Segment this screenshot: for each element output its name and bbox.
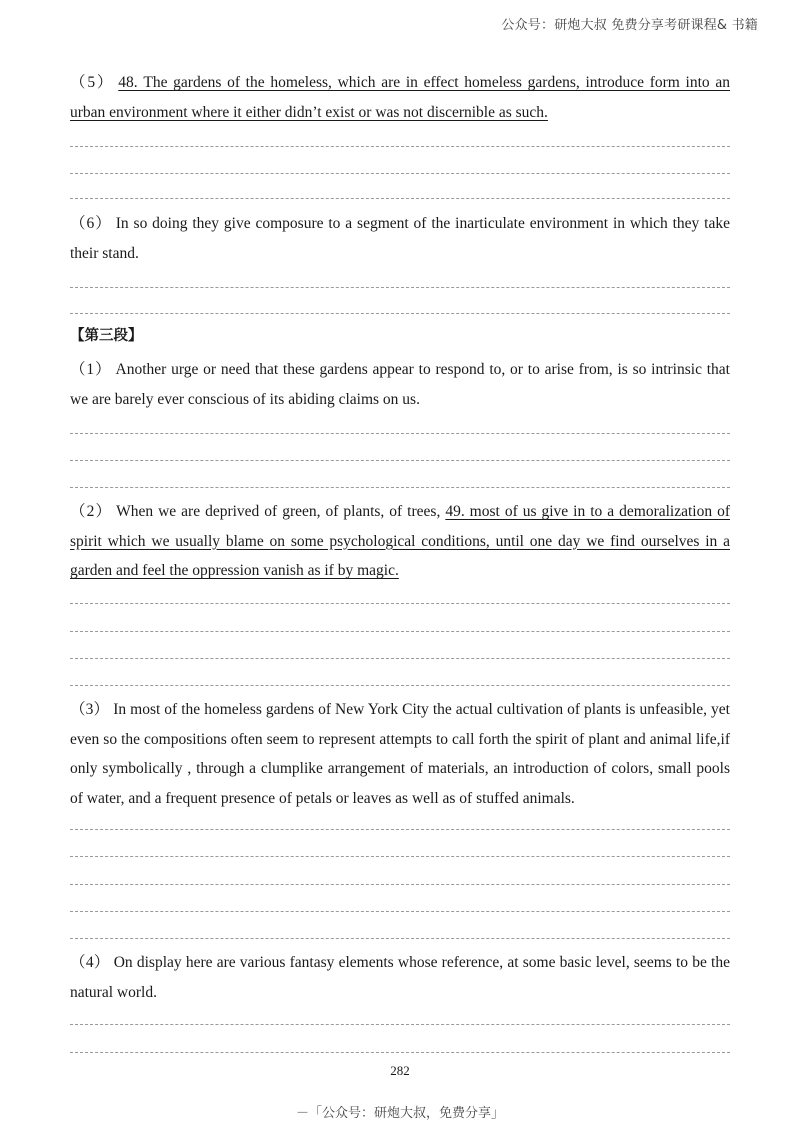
answer-line [70,146,730,147]
paragraph-text: Another urge or need that these gardens appear to respond to, or to arise from, is so intrinsic that we are barely ever conscious of its abiding claims on us. [70,361,730,408]
answer-line [70,1024,730,1025]
paragraph-number: （4） [70,954,110,971]
answer-line [70,433,730,434]
underlined-question-48: 48. The gardens of the homeless, which are in effect homeless gardens, introduce form into an urban environment where it either didn’t exist or was not discernible as such. [70,74,730,121]
answer-line [70,603,730,604]
paragraph-number: （6） [70,215,112,232]
paragraph-number: （1） [70,361,112,378]
answer-line [70,198,730,199]
answer-line [70,287,730,288]
answer-line [70,460,730,461]
paragraph-text: When we are deprived of green, of plants, of trees, [116,503,446,520]
answer-line [70,173,730,174]
answer-line [70,487,730,488]
answer-line [70,829,730,830]
paragraph-text: In so doing they give composure to a segment of the inarticulate environment in which they take their stand. [70,215,730,262]
underlined-question-49: 49. most of us give in to a demoralization of spirit which we usually blame on some psychological conditions, until one day we find ourselves in a garden and feel the oppression vanish as if by magic. [70,503,730,579]
answer-line [70,1052,730,1053]
paragraph-3 [70,695,730,813]
paragraph-number: （2） [70,503,113,520]
paragraph-6 [70,209,730,268]
answer-line [70,938,730,939]
answer-line [70,631,730,632]
paragraph-number: （5） [70,74,115,91]
header-watermark: 公众号：研炮大叔 免费分享考研课程& 书籍 [501,18,758,33]
paragraph-2 [70,497,730,586]
paragraph-4 [70,948,730,1007]
section-title: 【第三段】 [70,328,143,344]
answer-line [70,911,730,912]
answer-line [70,685,730,686]
answer-line [70,856,730,857]
footer-watermark: －「公众号：研炮大叔，免费分享」 [295,1106,504,1121]
paragraph-text: On display here are various fantasy elements whose reference, at some basic level, seems to be the natural world. [70,954,730,1001]
paragraph-text: In most of the homeless gardens of New York City the actual cultivation of plants is unfeasible, yet even so the compositions often seem to represent attempts to call forth the spirit of plant and animal life,if only symbolically , through a clumplike arrangement of materials, an introduction of colors, small pools of water, and a frequent presence of petals or leaves as well as of stuffed animals. [70,701,730,807]
answer-line [70,658,730,659]
answer-line [70,884,730,885]
paragraph-5 [70,68,730,127]
page-number: 282 [390,1063,410,1078]
answer-line [70,313,730,314]
paragraph-1 [70,355,730,414]
paragraph-number: （3） [70,701,110,718]
